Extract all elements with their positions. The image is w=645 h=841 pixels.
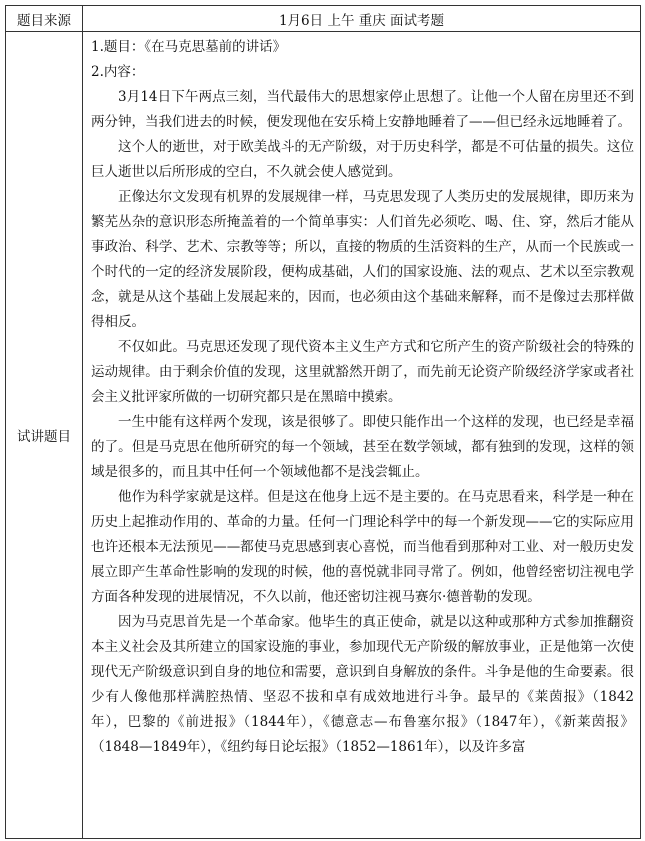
paragraph-6: 他作为科学家就是这样。但是这在他身上远不是主要的。在马克思看来，科学是一种在历史上起推动作用的、革命的力量。任何一门理论科学中的每一个新发现——它的实际应用也许还根本无法预见——都使马克思感到衷心喜悦，而当他看到那种对工业、对一般历史发展立即产生革命性影响的发现的时候，他的喜悦就非同寻常了。例如，他曾经密切注视电学方面各种发现的进展情况，不久以前，他还密切注视马赛尔·德普勒的发现。: [91, 489, 634, 605]
content-label: 2.内容：: [91, 64, 145, 80]
source-label: 题目来源: [6, 6, 83, 32]
content-cell: [83, 32, 641, 839]
paragraph-1: 3月14日下午两点三刻，当代最伟大的思想家停止思想了。让他一个人留在房里还不到两分钟，当我们进去的时候，便发现他在安乐椅上安静地睡着了——但已经永远地睡着了。: [91, 89, 634, 130]
session-title: 1月6日 上午 重庆 面试考题: [83, 6, 641, 32]
header-row: [6, 6, 641, 32]
paragraph-2: 这个人的逝世，对于欧美战斗的无产阶级，对于历史科学，都是不可估量的损失。这位巨人逝世以后所形成的空白，不久就会使人感觉到。: [91, 139, 634, 180]
topic-line: 1.题目：《在马克思墓前的讲话》: [91, 39, 287, 55]
paragraph-5: 一生中能有这样两个发现，该是很够了。即使只能作出一个这样的发现，也已经是幸福的了。但是马克思在他所研究的每一个领域，甚至在数学领域，都有独到的发现，这样的领域是很多的，而且其中任何一个领域他都不是浅尝辄止。: [91, 414, 634, 480]
content-row: [6, 32, 641, 839]
row-label: 试讲题目: [6, 32, 83, 839]
paragraph-3: 正像达尔文发现有机界的发展规律一样，马克思发现了人类历史的发展规律，即历来为繁芜丛杂的意识形态所掩盖着的一个简单事实：人们首先必须吃、喝、住、穿，然后才能从事政治、科学、艺术、宗教等等；所以，直接的物质的生活资料的生产，从而一个民族或一个时代的一定的经济发展阶段，便构成基础，人们的国家设施、法的观点、艺术以至宗教观念，就是从这个基础上发展起来的，因而，也必须由这个基础来解释，而不是像过去那样做得相反。: [91, 189, 634, 330]
paragraph-7: 因为马克思首先是一个革命家。他毕生的真正使命，就是以这种或那种方式参加推翻资本主义社会及其所建立的国家设施的事业，参加现代无产阶级的解放事业，正是他第一次使现代无产阶级意识到自身的地位和需要，意识到自身解放的条件。斗争是他的生命要素。很少有人像他那样满腔热情、坚忍不拔和卓有成效地进行斗争。最早的《莱茵报》（1842年），巴黎的《前进报》（1844年），《德意志—布鲁塞尔报》（1847年），《新莱茵报》（1848—1849年），《纽约每日论坛报》（1852—1861年），以及许多富: [91, 614, 634, 755]
paragraph-4: 不仅如此。马克思还发现了现代资本主义生产方式和它所产生的资产阶级社会的特殊的运动规律。由于剩余价值的发现，这里就豁然开朗了，而先前无论资产阶级经济学家或者社会主义批评家所做的一切研究都只是在黑暗中摸索。: [91, 339, 634, 405]
exam-table: [5, 5, 641, 839]
content-text: [83, 32, 640, 760]
